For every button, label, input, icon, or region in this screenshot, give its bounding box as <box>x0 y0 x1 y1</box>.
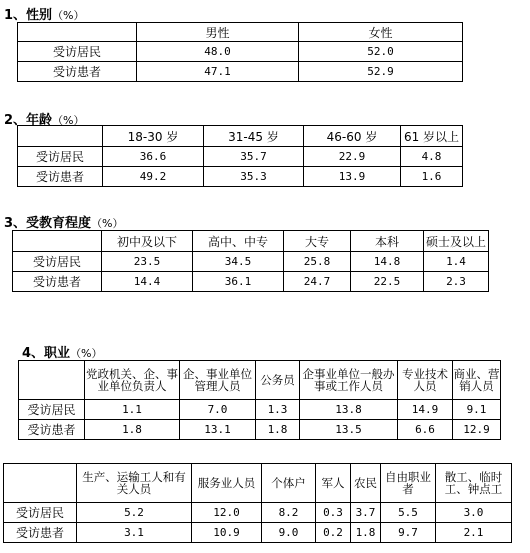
table-header-cell: 生产、运输工人和有关人员 <box>77 464 192 503</box>
table-cell: 22.9 <box>304 147 401 167</box>
table-cell: 1.8 <box>351 523 381 543</box>
gender-heading-num: 1、 <box>4 8 27 23</box>
gender-heading <box>4 4 85 23</box>
table-header-cell: 企、事业单位管理人员 <box>180 361 256 400</box>
table-cell: 25.8 <box>284 252 351 272</box>
education-heading <box>4 212 124 231</box>
row-label: 受访居民 <box>4 503 77 523</box>
age-heading-num: 2、 <box>4 113 27 128</box>
table-cell: 36.1 <box>193 272 284 292</box>
table-header-cell: 高中、中专 <box>193 231 284 252</box>
table-cell: 9.7 <box>381 523 436 543</box>
table-row <box>19 420 501 440</box>
table-header-cell: 61 岁以上 <box>401 126 463 147</box>
row-label: 受访患者 <box>18 167 103 187</box>
table-cell: 12.0 <box>192 503 262 523</box>
table-cell: 1.1 <box>85 400 180 420</box>
table-cell: 2.3 <box>424 272 489 292</box>
table-header-cell: 商业、营销人员 <box>453 361 501 400</box>
table-row <box>18 167 463 187</box>
row-label: 受访患者 <box>19 420 85 440</box>
table-header-cell: 散工、临时工、钟点工 <box>436 464 512 503</box>
table-cell: 3.1 <box>77 523 192 543</box>
table-cell: 4.8 <box>401 147 463 167</box>
table-header-cell: 专业技术人员 <box>398 361 453 400</box>
table-cell: 8.2 <box>262 503 316 523</box>
table-header-cell: 大专 <box>284 231 351 252</box>
row-label: 受访居民 <box>18 42 137 62</box>
table-cell: 10.9 <box>192 523 262 543</box>
table-header-row <box>13 231 489 252</box>
table-header-cell: 农民 <box>351 464 381 503</box>
table-header-cell: 46-60 岁 <box>304 126 401 147</box>
table-cell: 36.6 <box>103 147 204 167</box>
table-cell: 5.2 <box>77 503 192 523</box>
table-cell: 3.7 <box>351 503 381 523</box>
table-corner-cell <box>13 231 102 252</box>
table-header-cell: 硕士及以上 <box>424 231 489 252</box>
row-label: 受访患者 <box>4 523 77 543</box>
table-cell: 1.6 <box>401 167 463 187</box>
table-cell: 14.8 <box>351 252 424 272</box>
table-cell: 48.0 <box>137 42 299 62</box>
table-cell: 13.1 <box>180 420 256 440</box>
table-corner-cell <box>19 361 85 400</box>
table-cell: 3.0 <box>436 503 512 523</box>
table-cell: 49.2 <box>103 167 204 187</box>
table-corner-cell <box>4 464 77 503</box>
table-header-cell: 自由职业者 <box>381 464 436 503</box>
age-heading-title: 年龄 <box>26 113 53 128</box>
table-row <box>13 252 489 272</box>
occupation-heading-title: 职业 <box>44 346 71 361</box>
table-cell: 52.9 <box>299 62 463 82</box>
table-cell: 12.9 <box>453 420 501 440</box>
education-heading-title: 受教育程度 <box>26 216 92 231</box>
occupation-heading <box>22 342 103 361</box>
occupation-heading-unit: （%） <box>70 347 103 360</box>
table-row <box>18 62 463 82</box>
table-row <box>13 272 489 292</box>
table-cell: 9.0 <box>262 523 316 543</box>
table-header-cell: 本科 <box>351 231 424 252</box>
occupation-heading-num: 4、 <box>22 346 45 361</box>
table-row <box>4 523 512 543</box>
table-cell: 23.5 <box>102 252 193 272</box>
row-label: 受访居民 <box>18 147 103 167</box>
table-cell: 14.9 <box>398 400 453 420</box>
table-cell: 7.0 <box>180 400 256 420</box>
table-header-row <box>18 23 463 42</box>
table-header-cell: 服务业人员 <box>192 464 262 503</box>
table-cell: 13.8 <box>300 400 398 420</box>
table-cell: 13.5 <box>300 420 398 440</box>
table-cell: 1.3 <box>256 400 300 420</box>
table-cell: 47.1 <box>137 62 299 82</box>
table-cell: 1.8 <box>256 420 300 440</box>
table-header-cell: 个体户 <box>262 464 316 503</box>
table-cell: 6.6 <box>398 420 453 440</box>
education-table <box>12 230 489 292</box>
table-cell: 0.3 <box>316 503 351 523</box>
table-cell: 35.3 <box>204 167 304 187</box>
table-cell: 22.5 <box>351 272 424 292</box>
table-cell: 9.1 <box>453 400 501 420</box>
gender-heading-unit: （%） <box>52 9 85 22</box>
gender-heading-title: 性别 <box>26 8 53 23</box>
table-row <box>19 400 501 420</box>
row-label: 受访居民 <box>13 252 102 272</box>
gender-table <box>17 22 463 82</box>
row-label: 受访患者 <box>18 62 137 82</box>
table-cell: 1.8 <box>85 420 180 440</box>
table-header-row <box>19 361 501 400</box>
table-header-cell: 企事业单位一般办事或工作人员 <box>300 361 398 400</box>
row-label: 受访患者 <box>13 272 102 292</box>
table-corner-cell <box>18 126 103 147</box>
table-cell: 35.7 <box>204 147 304 167</box>
table-row <box>18 147 463 167</box>
table-header-cell: 31-45 岁 <box>204 126 304 147</box>
table-cell: 24.7 <box>284 272 351 292</box>
age-heading-unit: （%） <box>52 114 85 127</box>
table-header-cell: 男性 <box>137 23 299 42</box>
education-heading-unit: （%） <box>91 217 124 230</box>
table-header-row <box>4 464 512 503</box>
table-header-cell: 党政机关、企、事业单位负责人 <box>85 361 180 400</box>
table-cell: 0.2 <box>316 523 351 543</box>
table-header-cell: 公务员 <box>256 361 300 400</box>
table-header-cell: 初中及以下 <box>102 231 193 252</box>
table-cell: 34.5 <box>193 252 284 272</box>
education-heading-num: 3、 <box>4 216 27 231</box>
table-cell: 52.0 <box>299 42 463 62</box>
table-header-cell: 18-30 岁 <box>103 126 204 147</box>
table-cell: 1.4 <box>424 252 489 272</box>
table-cell: 14.4 <box>102 272 193 292</box>
occupation-table-1 <box>18 360 501 440</box>
age-table <box>17 125 463 187</box>
table-row <box>4 503 512 523</box>
table-row <box>18 42 463 62</box>
table-cell: 5.5 <box>381 503 436 523</box>
occupation-table-2 <box>3 463 512 543</box>
table-header-cell: 女性 <box>299 23 463 42</box>
table-header-cell: 军人 <box>316 464 351 503</box>
table-cell: 13.9 <box>304 167 401 187</box>
table-corner-cell <box>18 23 137 42</box>
table-header-row <box>18 126 463 147</box>
row-label: 受访居民 <box>19 400 85 420</box>
table-cell: 2.1 <box>436 523 512 543</box>
